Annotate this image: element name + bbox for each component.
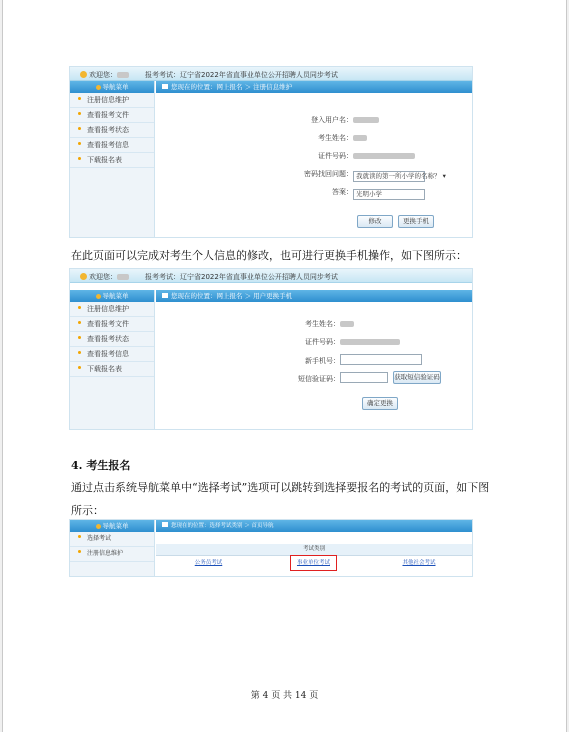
nav-title-text: 导航菜单 xyxy=(102,83,129,91)
nav-title-text: 导航菜单 xyxy=(102,522,129,530)
table-header: 考试类别 xyxy=(156,544,472,556)
exam-prefix: 报考考试： xyxy=(145,273,180,281)
sidebar-item-label: 下载报名表 xyxy=(87,365,122,373)
sidebar-item-files[interactable] xyxy=(70,108,154,123)
location-path: 网上报名 ＞ 注册信息维护 xyxy=(216,83,293,91)
section-heading: 4. 考生报名 xyxy=(71,459,131,472)
location-path: 您现在的位置：选择考试类别 ＞ 首页导航 xyxy=(171,523,274,529)
sidebar-item-label: 选择考试 xyxy=(87,535,112,542)
bullet-icon xyxy=(78,351,81,354)
sidebar-item-profile[interactable] xyxy=(70,302,154,317)
question-label: 密码找回问题： xyxy=(304,170,353,178)
sidebar-item-label: 查看报考文件 xyxy=(87,320,129,328)
location-path: 网上报名 ＞ 用户更换手机 xyxy=(216,292,293,300)
sidebar-item-download[interactable] xyxy=(70,362,154,377)
welcome-label: 欢迎您： xyxy=(89,71,117,79)
exam-info xyxy=(145,70,338,80)
redacted-name xyxy=(353,135,367,141)
nav-menu-title xyxy=(70,520,154,532)
sidebar-item-download[interactable] xyxy=(70,153,154,168)
sidebar-item-label: 注册信息维护 xyxy=(87,305,129,313)
chevron-down-icon: ▾ xyxy=(442,172,446,180)
new-phone-input[interactable] xyxy=(340,354,422,365)
row-phone xyxy=(282,354,422,366)
top-bar xyxy=(70,67,472,81)
bullet-icon xyxy=(78,127,81,130)
bullet-icon xyxy=(78,366,81,369)
redacted-login xyxy=(353,117,379,123)
question-value: 我就读的第一所小学的名称？ xyxy=(356,172,441,180)
name-label: 考生姓名： xyxy=(318,134,353,142)
bullet-icon xyxy=(78,535,81,538)
name-label: 考生姓名： xyxy=(305,320,340,328)
confirm-change-button[interactable]: 确定更换 xyxy=(362,397,398,410)
sidebar xyxy=(70,520,155,576)
location-bar xyxy=(156,81,472,93)
redacted-id xyxy=(353,153,415,159)
row-question xyxy=(295,169,446,182)
answer-value: 光明小学 xyxy=(356,190,382,198)
home-icon xyxy=(162,522,168,527)
sidebar-item-profile[interactable] xyxy=(70,93,154,108)
change-phone-button[interactable]: 更换手机 xyxy=(398,215,434,228)
nav-menu-title xyxy=(70,81,154,93)
exam-name: 辽宁省2022年省直事业单位公开招聘人员同步考试 xyxy=(180,273,338,281)
sms-code-input[interactable] xyxy=(340,372,388,383)
civil-servant-exam-link[interactable]: 公务员考试 xyxy=(194,560,223,566)
login-label: 登入用户名： xyxy=(311,116,353,124)
bullet-icon xyxy=(78,321,81,324)
sidebar-item-label: 查看报考信息 xyxy=(87,141,129,149)
location-bar xyxy=(156,520,472,532)
answer-input[interactable] xyxy=(353,189,425,200)
nav-icon xyxy=(96,294,101,299)
bullet-icon xyxy=(78,142,81,145)
exam-prefix: 报考考试： xyxy=(145,71,180,79)
bullet-icon xyxy=(78,97,81,100)
bullet-icon xyxy=(78,157,81,160)
redacted-id xyxy=(340,339,400,345)
sidebar xyxy=(70,81,155,237)
id-label: 证件号码： xyxy=(305,338,340,346)
paragraph-2-line-1: 通过点击系统导航菜单中“选择考试”选项可以跳转到选择要报名的考试的页面，如下图 xyxy=(71,481,490,494)
location-bar xyxy=(156,290,472,302)
phone-label: 新手机号： xyxy=(305,357,340,365)
welcome-label: 欢迎您： xyxy=(89,273,117,281)
nav-menu-title xyxy=(70,290,154,302)
redacted-username xyxy=(117,72,129,78)
row-id xyxy=(295,151,415,161)
home-icon xyxy=(162,293,168,298)
row-name xyxy=(295,133,367,143)
redacted-name xyxy=(340,321,354,327)
paragraph-1: 在此页面可以完成对考生个人信息的修改，也可进行更换手机操作，如下图所示： xyxy=(71,249,467,262)
bullet-icon xyxy=(78,306,81,309)
user-smile-icon xyxy=(80,273,87,280)
bullet-icon xyxy=(78,112,81,115)
row-name xyxy=(282,319,354,329)
sidebar-item-label: 下载报名表 xyxy=(87,156,122,164)
page-footer: 第 4 页 共 14 页 xyxy=(250,691,319,701)
screenshot-change-phone xyxy=(69,268,473,430)
row-id xyxy=(282,337,400,347)
question-select[interactable] xyxy=(353,171,446,182)
sidebar-item-label: 查看报考文件 xyxy=(87,111,129,119)
top-bar xyxy=(70,269,472,283)
location-prefix: 您现在的位置： xyxy=(171,83,217,91)
document-page xyxy=(2,0,567,732)
sidebar-item-label: 查看报考信息 xyxy=(87,350,129,358)
sidebar-item-profile[interactable] xyxy=(70,547,154,562)
answer-label: 答案： xyxy=(332,188,353,196)
nav-icon xyxy=(96,85,101,90)
other-exam-link[interactable]: 其他社会考试 xyxy=(402,560,436,566)
sidebar-item-label: 注册信息维护 xyxy=(87,96,129,104)
sidebar xyxy=(70,290,155,429)
welcome-area xyxy=(80,272,129,282)
screenshot-select-exam xyxy=(69,519,473,577)
row-login xyxy=(295,115,379,125)
paragraph-2-line-2: 所示： xyxy=(71,504,104,517)
exam-info xyxy=(145,272,338,282)
get-code-button[interactable]: 获取短信验证码 xyxy=(393,371,441,384)
home-icon xyxy=(162,84,168,89)
sidebar-item-info[interactable] xyxy=(70,347,154,362)
sidebar-item-label: 注册信息维护 xyxy=(87,550,124,557)
bullet-icon xyxy=(78,336,81,339)
institution-exam-link[interactable]: 事业单位考试 xyxy=(296,560,330,566)
location-prefix: 您现在的位置： xyxy=(171,292,217,300)
sidebar-item-files[interactable] xyxy=(70,317,154,332)
id-label: 证件号码： xyxy=(318,152,353,160)
sidebar-item-select-exam[interactable] xyxy=(70,532,154,547)
bullet-icon xyxy=(78,550,81,553)
sidebar-item-label: 查看报考状态 xyxy=(87,126,129,134)
highlight-box xyxy=(290,555,337,571)
nav-title-text: 导航菜单 xyxy=(102,292,129,300)
sidebar-item-label: 查看报考状态 xyxy=(87,335,129,343)
sidebar-item-status[interactable] xyxy=(70,123,154,138)
screenshot-profile-edit xyxy=(69,66,473,238)
code-label: 短信验证码： xyxy=(298,375,340,383)
sidebar-item-status[interactable] xyxy=(70,332,154,347)
welcome-area xyxy=(80,70,129,80)
exam-name: 辽宁省2022年省直事业单位公开招聘人员同步考试 xyxy=(180,71,338,79)
row-code xyxy=(282,372,388,384)
nav-icon xyxy=(96,524,101,529)
sidebar-item-info[interactable] xyxy=(70,138,154,153)
user-smile-icon xyxy=(80,71,87,78)
row-answer xyxy=(295,187,425,200)
redacted-username xyxy=(117,274,129,280)
exam-category-table xyxy=(156,544,472,570)
modify-button[interactable]: 修改 xyxy=(357,215,393,228)
